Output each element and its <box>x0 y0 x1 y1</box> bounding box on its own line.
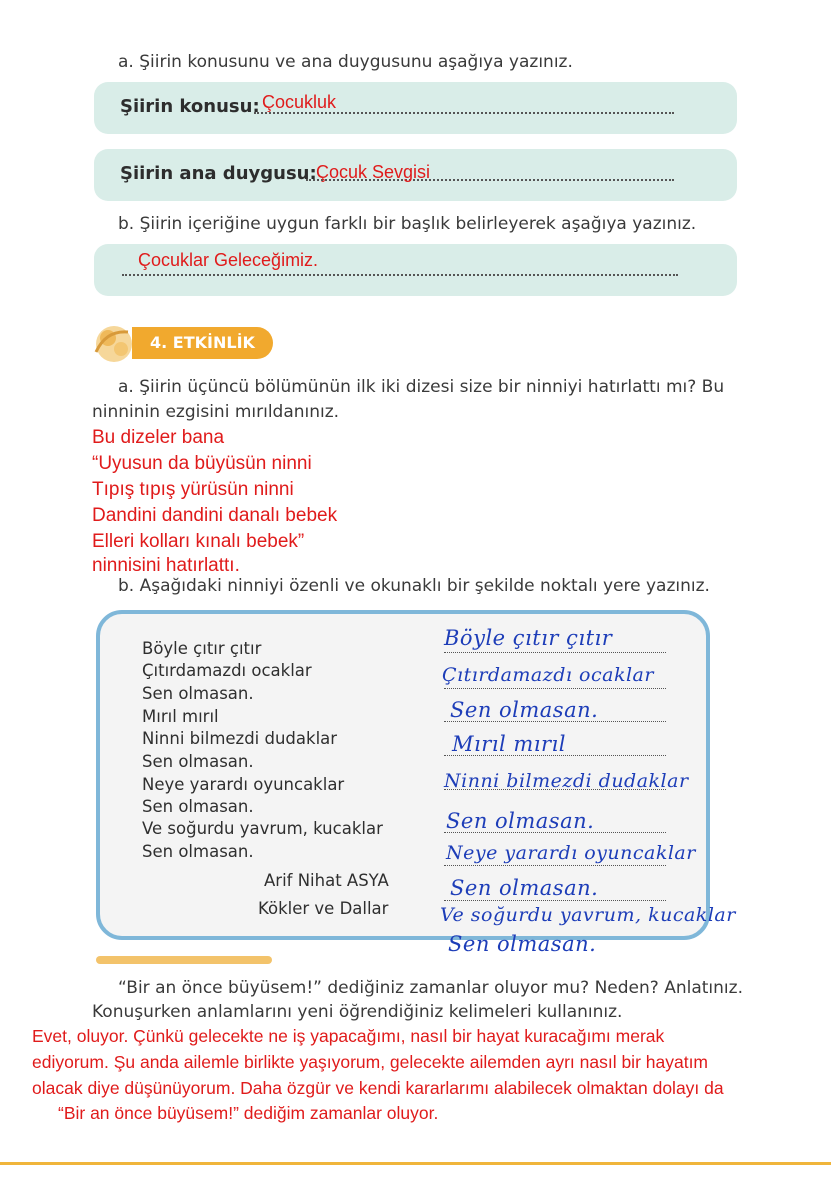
poem-line: Sen olmasan. <box>142 842 254 861</box>
answer-line: Bu dizeler bana <box>92 427 225 448</box>
handwriting-line[interactable]: Ve soğurdu yavrum, kucaklar <box>440 904 736 926</box>
poem-line: Sen olmasan. <box>142 752 254 771</box>
final-answer-line: ediyorum. Şu anda ailemle birlikte yaşıyorum, gelecekte ailemden ayrı nasıl bir hayatım <box>32 1052 709 1072</box>
poem-line: Çıtırdamazdı ocaklar <box>142 661 312 680</box>
final-answer-line: Evet, oluyor. Çünkü gelecekte ne iş yapacağımı, nasıl bir hayat kuracağımı merak <box>32 1026 665 1046</box>
poem-line: Ve soğurdu yavrum, kucaklar <box>142 819 383 838</box>
emotion-answer[interactable]: Çocuk Sevgisi <box>316 162 431 182</box>
title-box <box>94 244 737 296</box>
answer-line: “Uyusun da büyüsün ninni <box>92 453 312 474</box>
handwriting-line[interactable]: Sen olmasan. <box>450 698 599 722</box>
poem-line: Ninni bilmezdi dudaklar <box>142 729 338 748</box>
question-b: b. Şiirin içeriğine uygun farklı bir başlık belirleyerek aşağıya yazınız. <box>118 214 697 234</box>
handwriting-line[interactable]: Sen olmasan. <box>448 932 597 956</box>
answer-line: Tıpış tıpış yürüsün ninni <box>92 479 294 500</box>
poem-line: Mırıl mırıl <box>142 707 219 726</box>
topic-box <box>94 82 737 134</box>
final-answer-line: “Bir an önce büyüsem!” dediğim zamanlar oluyor. <box>58 1103 439 1123</box>
handwriting-line[interactable]: Böyle çıtır çıtır <box>444 626 613 650</box>
title-dotted-line <box>122 274 678 276</box>
question-c-line2: Konuşurken anlamlarını yeni öğrendiğiniz kelimeleri kullanınız. <box>92 1002 623 1022</box>
emotion-box <box>94 149 737 201</box>
handwriting-line[interactable]: Neye yarardı oyuncaklar <box>446 842 696 864</box>
handwriting-line[interactable]: Sen olmasan. <box>446 809 595 833</box>
answer-line: ninnisini hatırlattı. <box>92 555 240 576</box>
handwriting-line[interactable]: Ninni bilmezdi dudaklar <box>444 770 689 792</box>
writing-line <box>444 688 666 689</box>
poem-line: Neye yarardı oyuncaklar <box>142 775 345 794</box>
topic-answer[interactable]: Çocukluk <box>262 92 337 112</box>
activity-question-a-line2: ninninin ezgisini mırıldanınız. <box>92 402 340 422</box>
title-answer[interactable]: Çocuklar Geleceğimiz. <box>138 250 319 270</box>
writing-line <box>444 865 666 866</box>
topic-label: Şiirin konusu: <box>120 96 260 117</box>
poem-line: Sen olmasan. <box>142 684 254 703</box>
activity-question-b: b. Aşağıdaki ninniyi özenli ve okunaklı bir şekilde noktalı yere yazınız. <box>118 576 710 596</box>
handwriting-line[interactable]: Mırıl mırıl <box>452 732 566 756</box>
poem-line: Sen olmasan. <box>142 797 254 816</box>
handwriting-line[interactable]: Çıtırdamazdı ocaklar <box>442 664 654 686</box>
question-c-line1: “Bir an önce büyüsem!” dediğiniz zamanlar oluyor mu? Neden? Anlatınız. <box>118 978 743 998</box>
emotion-label: Şiirin ana duygusu: <box>120 163 317 184</box>
writing-line <box>444 652 666 653</box>
decorative-strip <box>96 956 272 964</box>
poem-line: Böyle çıtır çıtır <box>142 639 262 658</box>
answer-line: Dandini dandini danalı bebek <box>92 505 338 526</box>
activity-question-a-line1: a. Şiirin üçüncü bölümünün ilk iki dizesi size bir ninniyi hatırlattı mı? Bu <box>118 377 725 397</box>
final-answer-line: olacak diye düşünüyorum. Daha özgür ve kendi kararlarımı alabilecek olmaktan dolayı da <box>32 1078 724 1098</box>
poem-book: Kökler ve Dallar <box>258 899 389 918</box>
page-bottom-line <box>0 1162 831 1165</box>
poem-author: Arif Nihat ASYA <box>264 871 389 890</box>
answer-line: Elleri kolları kınalı bebek” <box>92 531 305 552</box>
handwriting-line[interactable]: Sen olmasan. <box>450 876 599 900</box>
activity-badge: 4. ETKİNLİK <box>132 327 273 359</box>
writing-line <box>444 900 666 901</box>
question-a: a. Şiirin konusunu ve ana duygusunu aşağıya yazınız. <box>118 52 573 72</box>
